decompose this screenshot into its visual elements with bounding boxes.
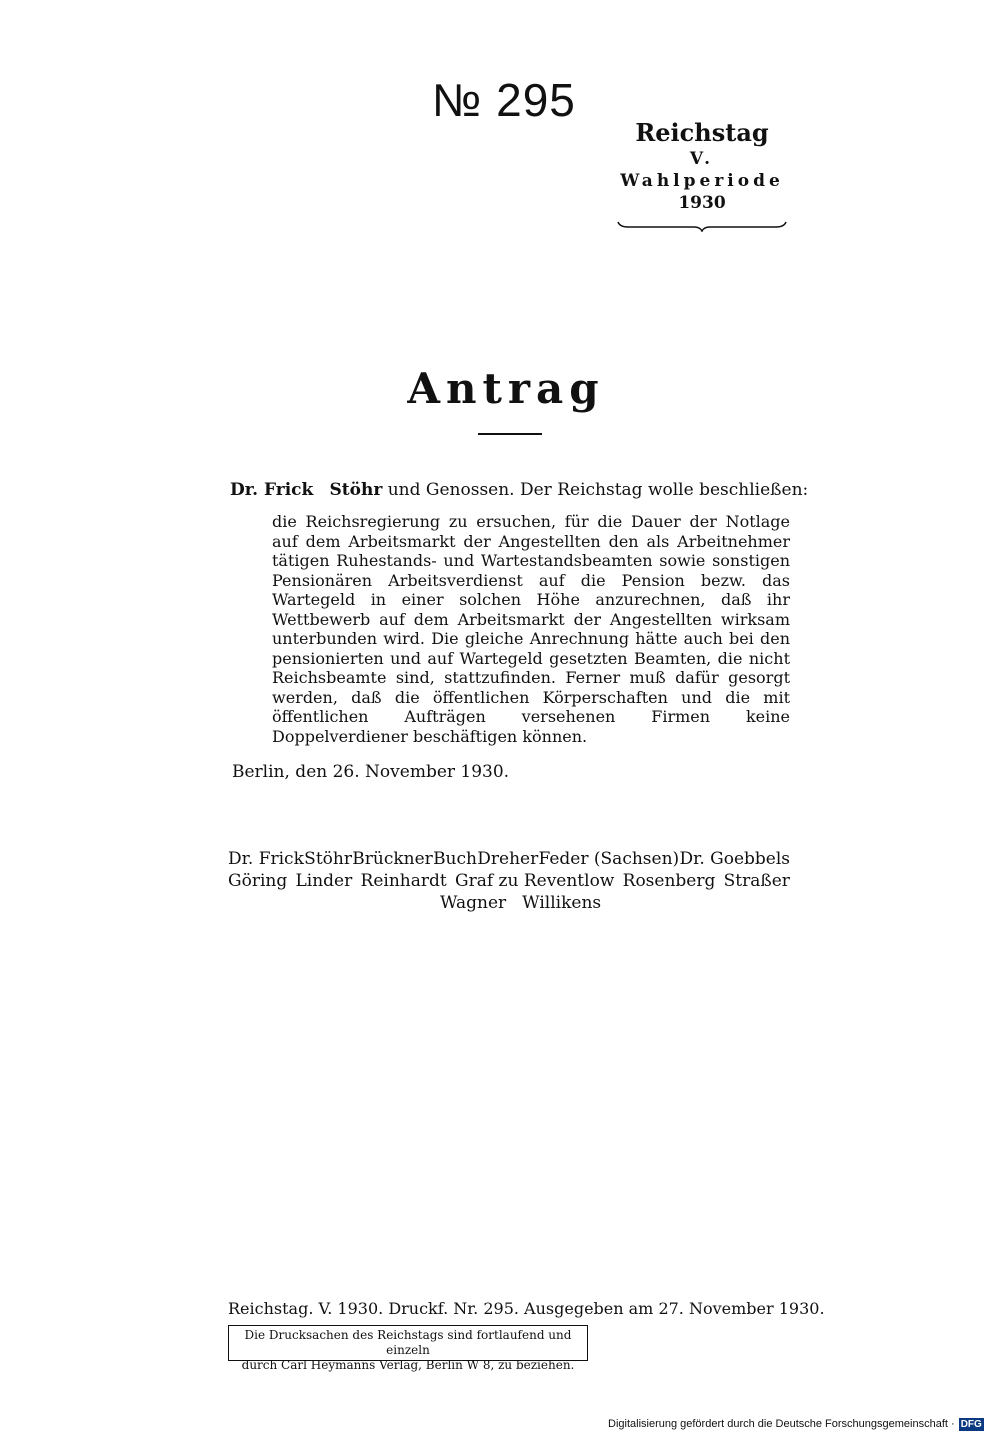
session-year: 1930 bbox=[678, 193, 726, 213]
session-block bbox=[612, 118, 792, 232]
signatory-name: Graf zu Reventlow bbox=[454, 871, 615, 891]
signatory-name: Rosenberg bbox=[622, 871, 716, 891]
session-title: Reichstag bbox=[635, 118, 769, 147]
digitization-credit bbox=[608, 1417, 984, 1431]
signatory-name: Willikens bbox=[522, 893, 602, 913]
signatory-name: Feder (Sachsen) bbox=[538, 849, 680, 869]
signatory-name: Linder bbox=[295, 871, 353, 891]
date-line: Berlin, den 26. November 1930. bbox=[232, 762, 510, 782]
motion-text: die Reichsregierung zu ersuchen, für die Dauer der Notlage auf dem Arbeitsmarkt der Angestellten den als Arbeitnehmer tätigen Ruhestands- und Wartestandsbeamten sowie sonstigen Pensionären Arbeitsverdienst auf die Pension bezw. das Wartegeld in einer solchen Höhe anzurechnen, daß ihr Wettbewerb auf dem Arbeitsmarkt der Angestellten wirksam unterbunden wird. Die gleiche Anrechnung hätte auch bei den pensionierten und auf Wartegeld gesetzten Beamten, die nicht Reichsbeamte sind, stattzufinden. Ferner muß dafür gesorgt werden, daß die öffentlichen Körperschaften und die mit öffentlichen Aufträgen versehenen Firmen keine Doppelverdiener beschäftigen können. bbox=[272, 512, 790, 746]
publisher-notice bbox=[228, 1325, 588, 1372]
signatory-name: Wagner bbox=[440, 893, 507, 913]
signatory-row bbox=[228, 892, 790, 914]
signatory-name: Reinhardt bbox=[360, 871, 447, 891]
signatory-row bbox=[228, 870, 790, 892]
signatory-name: Brückner bbox=[352, 849, 433, 869]
signatory-name: Stöhr bbox=[304, 849, 352, 869]
document-heading: Antrag bbox=[407, 364, 605, 413]
heading-divider bbox=[478, 433, 542, 435]
signatory-name: Dr. Goebbels bbox=[679, 849, 790, 869]
dfg-logo: DFG bbox=[960, 1418, 982, 1430]
document-number: № 295 bbox=[432, 74, 576, 126]
mover-name: Dr. Frick bbox=[230, 480, 314, 500]
brace-ornament bbox=[616, 220, 788, 232]
intro-line bbox=[230, 478, 809, 502]
signatory-name: Dr. Frick bbox=[228, 849, 304, 869]
signatory-name: Straßer bbox=[723, 871, 790, 891]
signatory-name: Dreher bbox=[477, 849, 539, 869]
intro-text: und Genossen. Der Reichstag wolle beschließen: bbox=[387, 480, 809, 500]
publisher-line: durch Carl Heymanns Verlag, Berlin W 8, zu beziehen. bbox=[241, 1358, 575, 1372]
signatory-name: Göring bbox=[228, 871, 288, 891]
mover-name: Stöhr bbox=[329, 480, 383, 500]
signatory-name: Buch bbox=[433, 849, 477, 869]
signatories bbox=[228, 848, 790, 914]
print-footer: Reichstag. V. 1930. Druckf. Nr. 295. Ausgegeben am 27. November 1930. bbox=[228, 1299, 825, 1318]
session-period: V. Wahlperiode bbox=[620, 149, 784, 191]
publisher-line: Die Drucksachen des Reichstags sind fortlaufend und einzeln bbox=[244, 1328, 572, 1357]
credit-text: Digitalisierung gefördert durch die Deutsche Forschungsgemeinschaft · bbox=[608, 1418, 955, 1430]
signatory-row bbox=[228, 848, 790, 870]
